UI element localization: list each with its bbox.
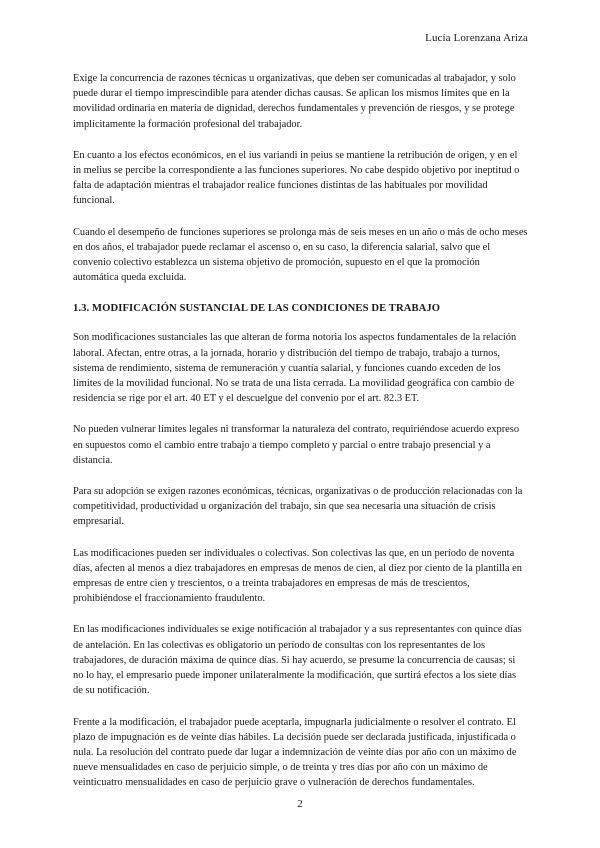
paragraph: Las modificaciones pueden ser individuales o colectivas. Son colectivas las que, en un período de noventa días, afecten al menos a diez trabajadores en empresas de menos de cien, al diez por ciento de la plantilla en empresas de entre cien y trescientos, o a treinta trabajadores en empresas de más de trescientos, prohibiéndose el fraccionamiento fraudulento. xyxy=(73,547,522,605)
document-body xyxy=(73,71,528,807)
paragraph: En cuanto a los efectos económicos, en el ius variandi in peius se mantiene la retribución de origen, y en el in melius se percibe la correspondiente a las funciones superiores. No cabe despido objetivo por ineptitud o falta de adaptación mientras el trabajador realice funciones distintas de las habituales por movilidad funcional. xyxy=(73,149,520,207)
paragraph: Cuando el desempeño de funciones superiores se prolonga más de seis meses en un año o más de ocho meses en dos años, el trabajador puede reclamar el ascenso o, en su caso, la diferencia salarial, salvo que el convenio colectivo establezca un sistema objetivo de promoción, supuesto en el que la promoción automática queda excluida. xyxy=(73,226,528,284)
paragraph: Son modificaciones sustanciales las que alteran de forma notoria los aspectos fundamentales de la relación laboral. Afectan, entre otras, a la jornada, horario y distribución del tiempo de trabajo, trabajo a turnos, sistema de rendimiento, sistema de remuneración y cuantía salarial, y funciones cuando exceden de los límites de la movilidad funcional. No se trata de una lista cerrada. La movilidad geográfica con cambio de residencia se rige por el art. 40 ET y el descuelgue del convenio por el art. 82.3 ET. xyxy=(73,332,517,405)
paragraph: Para su adopción se exigen razones económicas, técnicas, organizativas o de producción relacionadas con la competitividad, productividad u organización del trabajo, sin que sea necesaria una situación de crisis empresarial. xyxy=(73,486,523,528)
page-header-author: Lucía Lorenzana Ariza xyxy=(425,32,528,44)
section-heading: 1.3. MODIFICACIÓN SUSTANCIAL DE LAS CONDICIONES DE TRABAJO xyxy=(73,303,441,315)
page-number: 2 xyxy=(297,798,303,810)
paragraph: No pueden vulnerar límites legales ni transformar la naturaleza del contrato, requiriéndose acuerdo expreso en supuestos como el cambio entre trabajo a tiempo completo y parcial o entre trabajo presencial y a distancia. xyxy=(73,424,520,466)
paragraph: Frente a la modificación, el trabajador puede aceptarla, impugnarla judicialmente o resolver el contrato. El plazo de impugnación es de veinte días hábiles. La decisión puede ser declarada justificada, injustificada o nula. La resolución del contrato puede dar lugar a indemnización de veinte días por año con un máximo de nueve mensualidades en caso de perjuicio simple, o de treinta y tres días por año con un máximo de veinticuatro mensualidades en caso de perjuicio grave o vulneración de derechos fundamentales. xyxy=(73,716,517,789)
paragraph: En las modificaciones individuales se exige notificación al trabajador y a sus representantes con quince días de antelación. En las colectivas es obligatorio un período de consultas con los representantes de los trabajadores, de duración máxima de quince días. Si hay acuerdo, se presume la concurrencia de causas; si no lo hay, el empresario puede imponer unilateralmente la modificación, que surtirá efectos a los siete días de su notificación. xyxy=(73,624,522,697)
paragraph: Exige la concurrencia de razones técnicas u organizativas, que deben ser comunicadas al trabajador, y solo puede durar el tiempo imprescindible para atender dichas causas. Se aplican los mismos límites que en la movilidad ordinaria en materia de dignidad, derechos fundamentales y prevención de riesgos, y se protege implícitamente la formación profesional del trabajador. xyxy=(73,73,516,130)
